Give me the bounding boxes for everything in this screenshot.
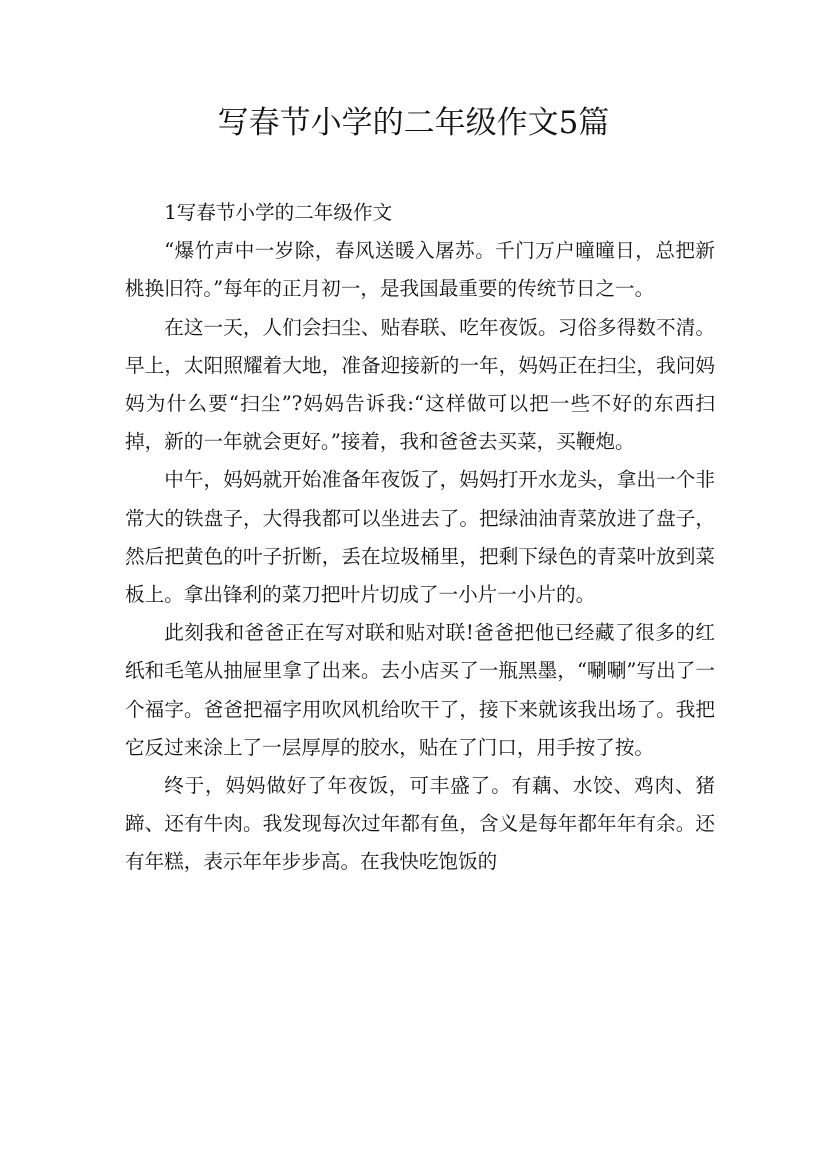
document-body bbox=[125, 194, 715, 882]
paragraph-2: 在这一天，人们会扫尘、贴春联、吃年夜饭。习俗多得数不清。早上，太阳照耀着大地，准备迎接新的一年，妈妈正在扫尘，我问妈妈为什么要“扫尘”?妈妈告诉我:“这样做可以把一些不好的东西扫掉，新的一年就会更好。”接着，我和爸爸去买菜，买鞭炮。 bbox=[125, 315, 715, 454]
document-title: 写春节小学的二年级作文5篇 bbox=[217, 105, 610, 141]
paragraph-1: “爆竹声中一岁除，春风送暖入屠苏。千门万户曈曈日，总把新桃换旧符。”每年的正月初一，是我国最重要的传统节日之一。 bbox=[125, 239, 715, 301]
paragraph-3: 中午，妈妈就开始准备年夜饭了，妈妈打开水龙头，拿出一个非常大的铁盘子，大得我都可以坐进去了。把绿油油青菜放进了盘子，然后把黄色的叶子折断，丢在垃圾桶里，把剩下绿色的青菜叶放到菜板上。拿出锋利的菜刀把叶片切成了一小片一小片的。 bbox=[125, 468, 715, 607]
paragraph-5: 终于，妈妈做好了年夜饭，可丰盛了。有藕、水饺、鸡肉、猪蹄、还有牛肉。我发现每次过年都有鱼，含义是每年都年年有余。还有年糕，表示年年步步高。在我快吃饱饭的 bbox=[125, 774, 715, 874]
paragraph-4: 此刻我和爸爸正在写对联和贴对联!爸爸把他已经藏了很多的红纸和毛笔从抽屉里拿了出来。去小店买了一瓶黑墨，“唰唰”写出了一个福字。爸爸把福字用吹风机给吹干了，接下来就该我出场了。我把它反过来涂上了一层厚厚的胶水，贴在了门口，用手按了按。 bbox=[125, 621, 715, 759]
section-heading: 1写春节小学的二年级作文 bbox=[164, 201, 393, 224]
